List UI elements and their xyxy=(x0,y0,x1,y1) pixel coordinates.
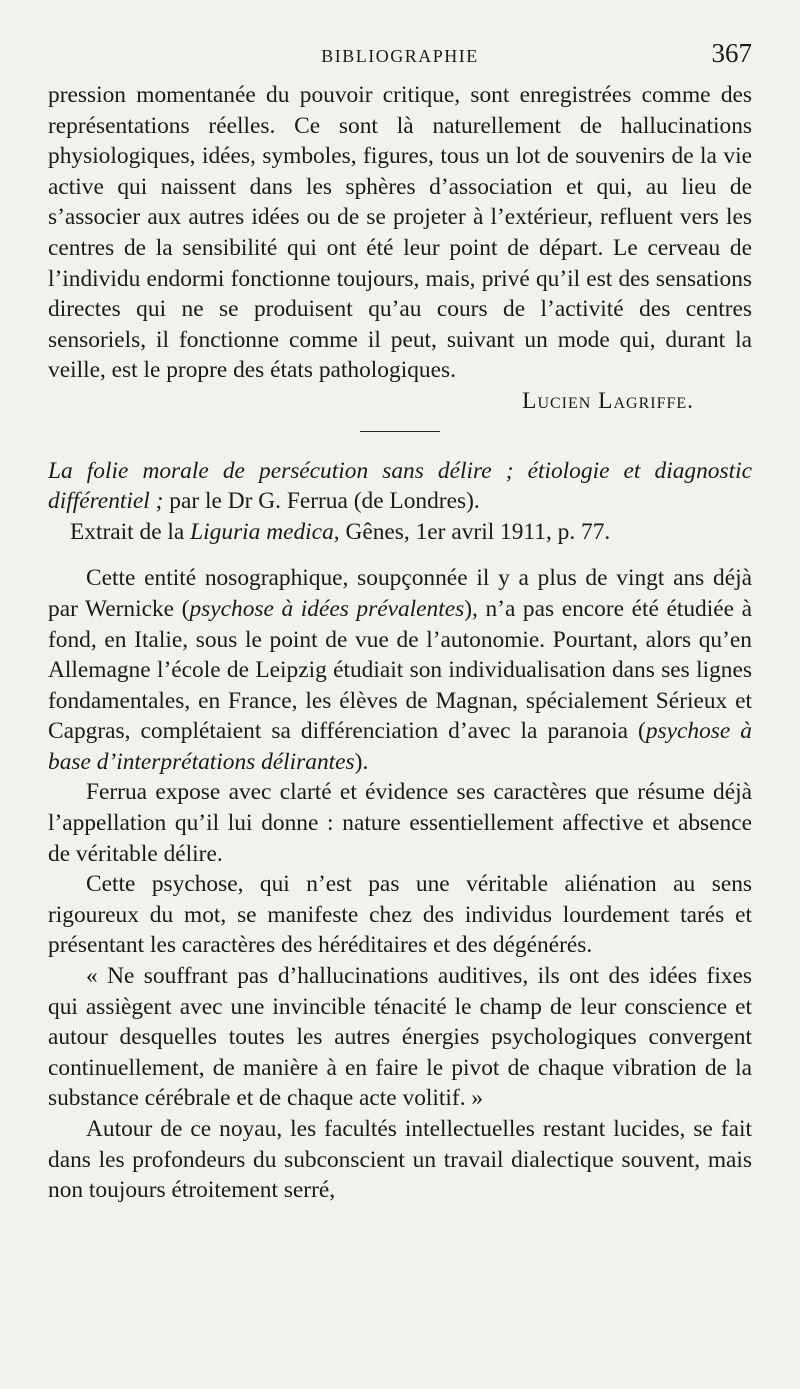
author-signature: Lucien Lagriffe. xyxy=(522,387,694,414)
running-title: BIBLIOGRAPHIE xyxy=(321,46,479,66)
review-paragraph-3: Cette psychose, qui n’est pas une véritable aliénation au sens rigoureux du mot, se manifeste chez des individus lourdement tarés et présentant les caractères des héréditaires et des dégénérés. xyxy=(48,871,752,959)
review-extract-suffix: , Gênes, 1er avril 1911, p. 77. xyxy=(333,518,611,545)
review-journal: Liguria medica xyxy=(190,518,334,545)
page-number: 367 xyxy=(711,38,752,68)
italic-run: psychose à base d’interprétations délirantes xyxy=(48,718,752,775)
review-quote: « Ne souffrant pas d’hallucinations auditives, ils ont des idées fixes qui assiègent avec une invincible ténacité le champ de leur conscience et autour desquelles toutes les autres énergies psychologiques convergent continuellement, de manière à en faire le pivot de chaque vibration de la substance cérébrale et de chaque acte volitif. » xyxy=(48,963,752,1112)
italic-run: psychose à idées prévalentes xyxy=(189,595,465,622)
text-run: ). xyxy=(354,748,369,775)
review-paragraph-1 xyxy=(48,563,752,777)
review-author: par le Dr G. Ferrua (de Londres). xyxy=(169,488,480,515)
section-divider xyxy=(360,431,440,432)
text-run: ), n’a pas encore été étudiée à fond, en Italie, sous le point de vue de l’autonomie. Pourtant, alors qu’en Allemagne l’école de Leipzig étudiait son individualisation dans ses lignes fondamentales, en France, les élèves de Magnan, spécialement Sérieux et Capgras, complétaient sa différenciation d’avec la paranoia ( xyxy=(48,595,752,745)
review-heading xyxy=(48,456,752,548)
spacer xyxy=(48,553,752,563)
review-paragraph-5: Autour de ce noyau, les facultés intellectuelles restant lucides, se fait dans les profondeurs du subconscient un travail dialectique souvent, mais non toujours étroitement serré, xyxy=(48,1116,752,1204)
running-head xyxy=(48,38,752,74)
paragraph-continued: pression momentanée du pouvoir critique, sont enregistrées comme des représentations réelles. Ce sont là naturellement de hallucinations physiologiques, idées, symboles, figures, tous un lot de souvenirs de la vie active qui naissent dans les sphères d’association et qui, au lieu de s’associer aux autres idées ou de se projeter à l’extérieur, refluent vers les centres de la sensibilité qui ont été leur point de départ. Le cerveau de l’individu endormi fonctionne toujours, mais, privé qu’il est des sensations directes qui ne se produisent qu’au cours de l’activité des centres sensoriels, il fonctionne comme il peut, suivant un mode qui, durant la veille, est le propre des états pathologiques. xyxy=(48,82,752,384)
review-extract-prefix: Extrait de la xyxy=(70,518,185,545)
page-text xyxy=(48,80,752,1206)
text-run: Cette entité nosographique, soupçonnée il y a plus de vingt ans déjà par Wernicke ( xyxy=(48,565,752,622)
review-paragraph-2: Ferrua expose avec clarté et évidence ses caractères que résume déjà l’appellation qu’il lui donne : nature essentiellement affective et absence de véritable délire. xyxy=(48,779,752,867)
review-title: La folie morale de persécution sans délire ; étiologie et diagnostic différentiel ; xyxy=(48,457,752,515)
